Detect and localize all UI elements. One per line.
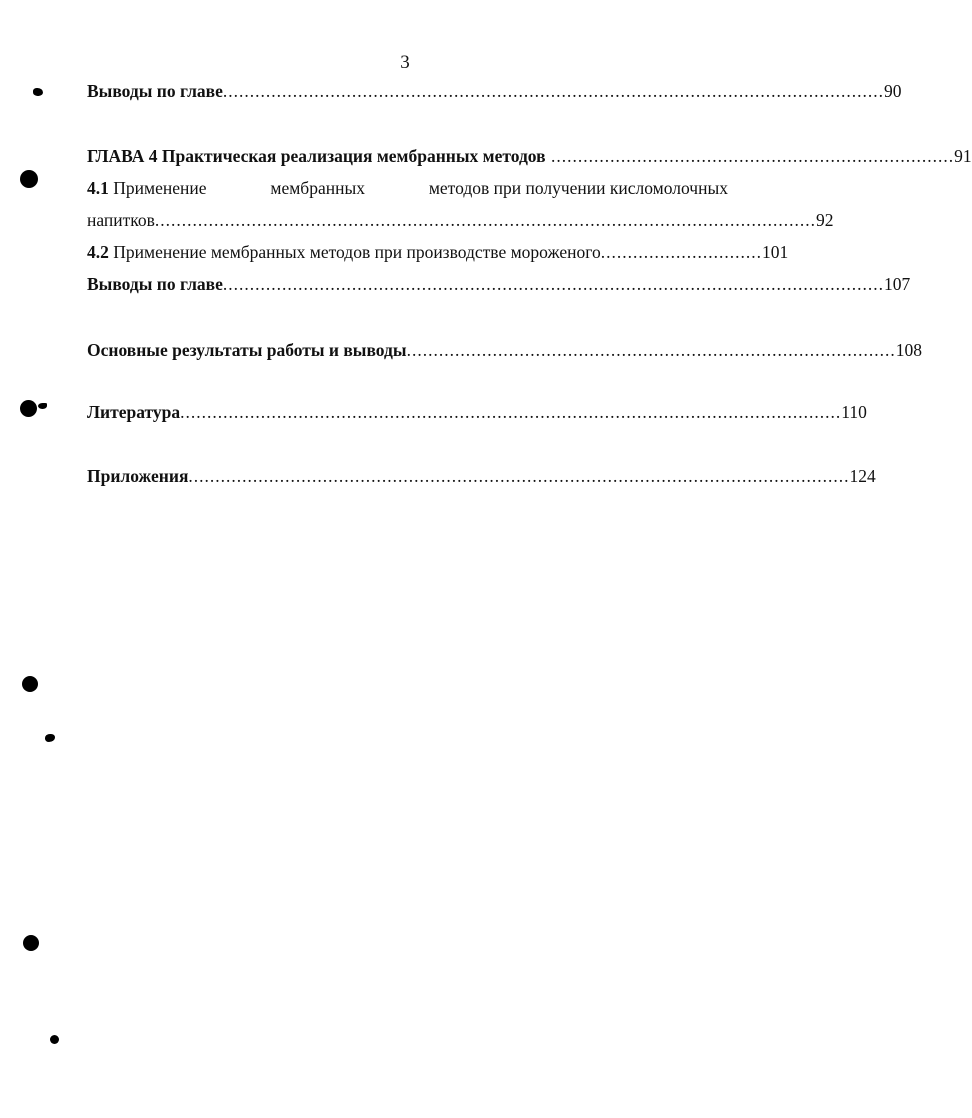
toc-entry-title: Выводы по главе [87,81,223,101]
toc-entry-page: 107 [883,274,911,294]
toc-entry-chapter4 [87,145,972,167]
toc-entry-title: Применение мембранных методов при производстве мороженого [108,242,601,262]
toc-entry-title: Выводы по главе [87,274,223,294]
toc-entry-section-4-1-line2 [87,209,834,231]
toc-leader-dots: .............................. [600,242,762,262]
toc-leader-dots: ........................................................................................................................... [180,402,842,422]
toc-entry-page: 110 [841,402,867,422]
toc-word: мембранных [270,178,365,198]
toc-entry-page: 92 [816,210,834,230]
toc-leader-dots: ........................................................................................................................... [154,210,817,230]
toc-entry-section-4-2 [87,241,789,263]
toc-entry-title: Основные результаты работы и выводы [87,340,407,360]
toc-leader-dots: ........................................................................... [545,146,955,166]
toc-word: методов при получении кисломолочных [428,178,728,198]
toc-section-number: 4.1 [87,178,109,198]
toc-leader-dots: ........................................................................................... [406,340,896,360]
toc-entry-page: 90 [883,81,902,101]
punch-hole-mark [20,400,37,417]
toc-entry-title: Приложения [87,466,189,486]
page-number: 3 [400,52,410,73]
toc-entry-title-wrap [87,241,601,263]
toc-section-number: 4.2 [87,242,109,262]
toc-entry-page: 124 [849,466,876,486]
scan-mark [38,403,47,409]
toc-entry-title: Литература [87,402,181,422]
toc-entry-page: 108 [895,340,922,360]
punch-hole-mark [23,935,39,951]
toc-entry-chapter3-conclusions [87,80,902,102]
toc-entry-literature [87,401,867,423]
toc-entry-page: 101 [761,242,789,262]
toc-entry-results [87,339,922,361]
punch-hole-mark [20,170,38,188]
toc-entry-title: ГЛАВА 4 Практическая реализация мембранных методов [87,146,546,166]
toc-entry-appendices [87,465,876,487]
toc-section-number-and-word [87,177,206,199]
toc-word: Применение [113,178,207,198]
scan-mark [50,1035,59,1044]
toc-entry-section-4-1-line1 [87,177,728,199]
toc-leader-dots: ........................................................................................................................... [222,274,884,294]
scan-mark [45,734,55,742]
toc-entry-title: напитков [87,210,155,230]
toc-leader-dots: ........................................................................................................................... [222,81,884,101]
toc-leader-dots: ........................................................................................................................... [188,466,850,486]
punch-hole-mark [22,676,38,692]
toc-entry-page: 91 [954,146,972,166]
scan-mark [33,88,43,96]
toc-entry-chapter4-conclusions [87,273,911,295]
